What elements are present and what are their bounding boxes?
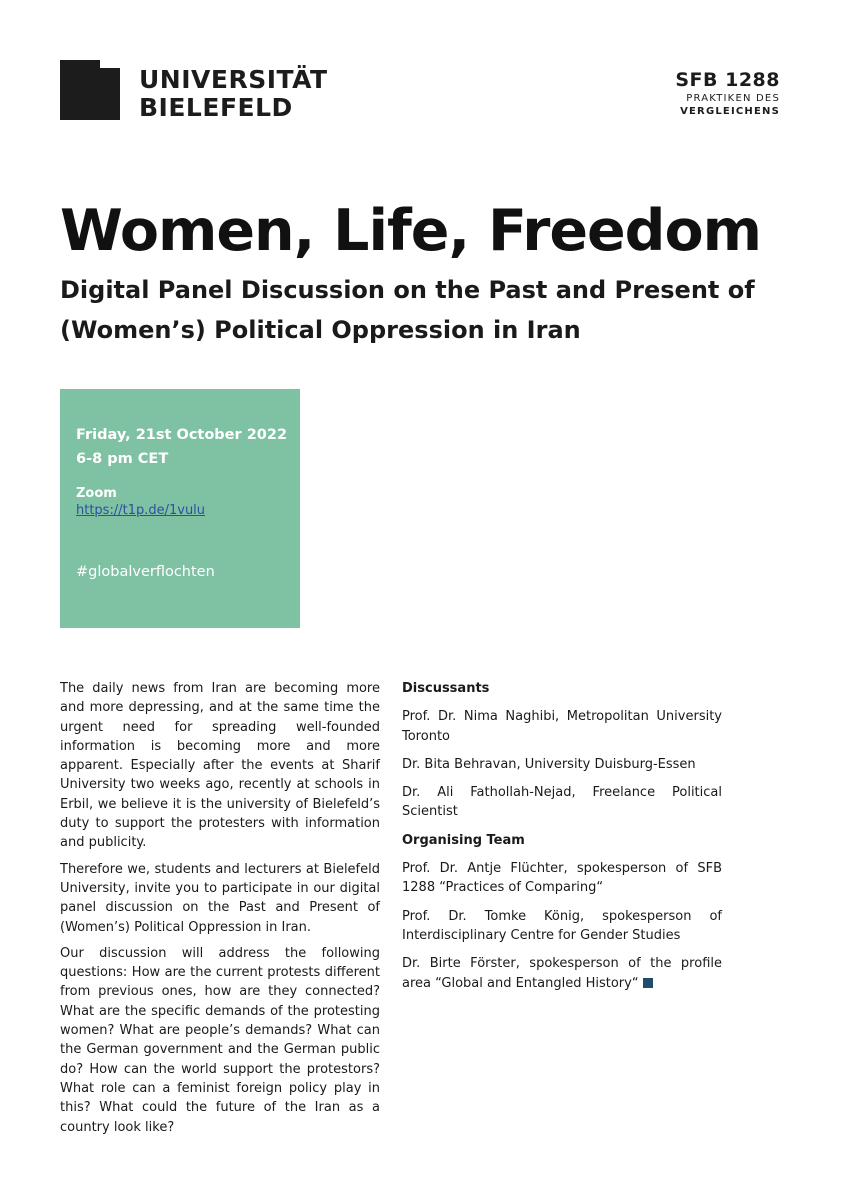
university-name [139,66,328,122]
organiser-item-text: Dr. Birte Förster, spokesperson of the profile area “Global and Entangled History“ [402,956,722,991]
event-hashtag: #globalverflochten [76,564,215,580]
discussants-heading: Discussants [402,681,490,696]
event-info-box [60,389,300,628]
event-venue: Zoom [76,486,117,501]
discussant-item: Prof. Dr. Nima Naghibi, Metropolitan University Toronto [402,709,722,744]
discussant-item: Dr. Bita Behravan, University Duisburg-Essen [402,756,696,772]
sfb-line2: PRAKTIKEN DES [686,93,780,104]
page-subtitle: Digital Panel Discussion on the Past and Present of (Women’s) Political Oppression in Iran [60,276,755,344]
description-paragraph-1: The daily news from Iran are becoming more and more depressing, and at the same time the urgent need for spreading well-founded information is becoming more and more apparent. Especially after the events at Sharif University two weeks ago, recently at schools in Erbil, we believe it is the university of Bielefeld’s duty to support the protesters with information and publicity. [60,681,380,851]
sfb-title: SFB 1288 [675,69,780,91]
sfb-logo [675,69,780,118]
university-logo-icon [60,60,120,120]
discussant-item: Dr. Ali Fathollah-Nejad, Freelance Political Scientist [402,785,722,820]
description-paragraph-3: Our discussion will address the following questions: How are the current protests different from previous ones, how are they connected? What are the specific demands of the protesting women? What are people’s demands? What can the German government and the German public do? How can the world support the protestors? What role can a feminist foreign policy play in this? What could the future of the Iran as a country look like? [60,945,380,1135]
event-date: Friday, 21st October 2022 [76,427,288,443]
end-mark-icon [643,978,653,988]
description-paragraph-2: Therefore we, students and lecturers at Bielefeld University, invite you to participate in our digital panel discussion on the Past and Present of (Women’s) Political Oppression in Iran. [60,861,380,935]
organising-team-heading: Organising Team [402,832,525,848]
organiser-item: Prof. Dr. Tomke König, spokesperson of Interdisciplinary Centre for Gender Studies [402,908,722,943]
university-name-line1: UNIVERSITÄT [139,65,328,94]
page-title: Women, Life, Freedom [60,198,762,264]
sfb-line3: VERGLEICHENS [680,106,780,117]
event-time: 6-8 pm CET [76,451,169,467]
description-column [60,679,380,1144]
university-name-line2: BIELEFELD [139,93,293,122]
event-datetime [76,423,287,471]
participants-column [402,679,722,1002]
organiser-item: Prof. Dr. Antje Flüchter, spokesperson of SFB 1288 “Practices of Comparing“ [402,861,722,896]
organiser-item-last [402,954,722,993]
zoom-link[interactable]: https://t1p.de/1vulu [76,503,206,518]
